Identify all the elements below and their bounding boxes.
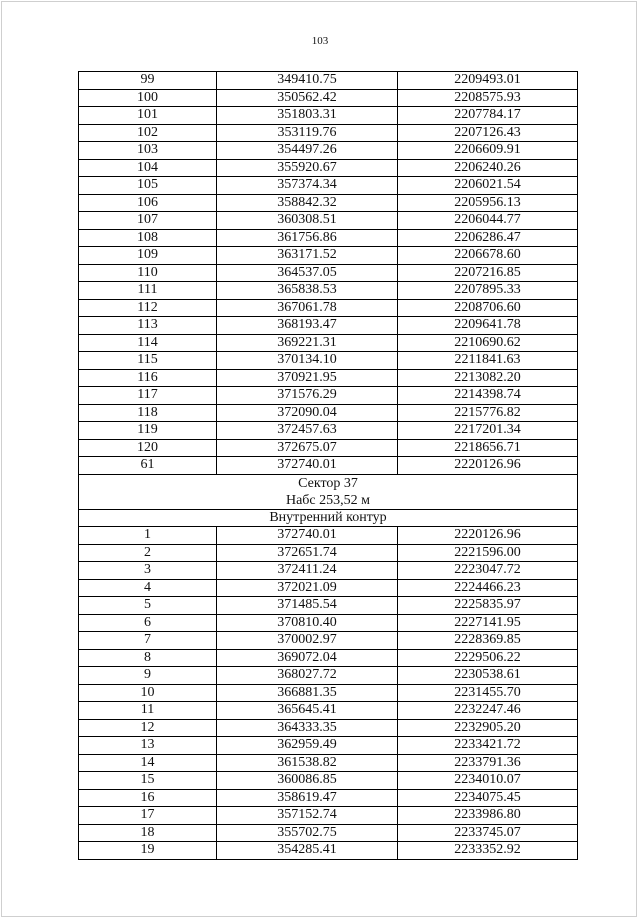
point-number-cell: 11 [79,702,217,720]
y-coordinate-cell: 2232905.20 [398,719,578,737]
x-coordinate-cell: 370002.97 [217,632,398,650]
y-coordinate-cell: 2223047.72 [398,562,578,580]
y-coordinate-cell: 2206678.60 [398,247,578,265]
point-number-cell: 61 [79,457,217,475]
table-row [79,212,578,230]
x-coordinate-cell: 357152.74 [217,807,398,825]
point-number-cell: 4 [79,579,217,597]
y-coordinate-cell: 2224466.23 [398,579,578,597]
y-coordinate-cell: 2208706.60 [398,299,578,317]
x-coordinate-cell: 369221.31 [217,334,398,352]
contour-header-row [79,509,578,527]
x-coordinate-cell: 351803.31 [217,107,398,125]
y-coordinate-cell: 2213082.20 [398,369,578,387]
point-number-cell: 108 [79,229,217,247]
x-coordinate-cell: 366881.35 [217,684,398,702]
table-row [79,317,578,335]
x-coordinate-cell: 372675.07 [217,439,398,457]
table-row [79,404,578,422]
section-subtitle: Набс 253,52 м [285,492,371,508]
table-row [79,842,578,860]
x-coordinate-cell: 364333.35 [217,719,398,737]
y-coordinate-cell: 2209641.78 [398,317,578,335]
point-number-cell: 19 [79,842,217,860]
point-number-cell: 100 [79,89,217,107]
table-row [79,772,578,790]
point-number-cell: 106 [79,194,217,212]
point-number-cell: 17 [79,807,217,825]
y-coordinate-cell: 2207895.33 [398,282,578,300]
y-coordinate-cell: 2230538.61 [398,667,578,685]
point-number-cell: 107 [79,212,217,230]
point-number-cell: 116 [79,369,217,387]
x-coordinate-cell: 364537.05 [217,264,398,282]
x-coordinate-cell: 365645.41 [217,702,398,720]
table-row [79,422,578,440]
y-coordinate-cell: 2206286.47 [398,229,578,247]
table-row [79,684,578,702]
point-number-cell: 115 [79,352,217,370]
y-coordinate-cell: 2232247.46 [398,702,578,720]
point-number-cell: 15 [79,772,217,790]
x-coordinate-cell: 367061.78 [217,299,398,317]
table-row [79,544,578,562]
point-number-cell: 9 [79,667,217,685]
contour-label: Внутренний контур [79,509,578,527]
point-number-cell: 105 [79,177,217,195]
x-coordinate-cell: 361756.86 [217,229,398,247]
x-coordinate-cell: 365838.53 [217,282,398,300]
table-row [79,457,578,475]
table-row [79,824,578,842]
table-row [79,264,578,282]
y-coordinate-cell: 2233421.72 [398,737,578,755]
y-coordinate-cell: 2233986.80 [398,807,578,825]
point-number-cell: 104 [79,159,217,177]
x-coordinate-cell: 355920.67 [217,159,398,177]
coordinates-table [78,71,578,860]
point-number-cell: 103 [79,142,217,160]
table-row [79,334,578,352]
point-number-cell: 1 [79,527,217,545]
table-row [79,702,578,720]
y-coordinate-cell: 2233352.92 [398,842,578,860]
table-body-bottom [79,527,578,860]
point-number-cell: 112 [79,299,217,317]
table-row [79,737,578,755]
x-coordinate-cell: 358842.32 [217,194,398,212]
x-coordinate-cell: 349410.75 [217,72,398,90]
x-coordinate-cell: 372740.01 [217,527,398,545]
y-coordinate-cell: 2211841.63 [398,352,578,370]
y-coordinate-cell: 2209493.01 [398,72,578,90]
table-row [79,579,578,597]
x-coordinate-cell: 355702.75 [217,824,398,842]
table-row [79,194,578,212]
table-row [79,754,578,772]
y-coordinate-cell: 2210690.62 [398,334,578,352]
y-coordinate-cell: 2225835.97 [398,597,578,615]
section-header-cell [79,474,578,509]
x-coordinate-cell: 371576.29 [217,387,398,405]
y-coordinate-cell: 2208575.93 [398,89,578,107]
table-row [79,387,578,405]
point-number-cell: 18 [79,824,217,842]
point-number-cell: 99 [79,72,217,90]
page-number: 103 [311,35,329,47]
table-row [79,159,578,177]
point-number-cell: 110 [79,264,217,282]
point-number-cell: 14 [79,754,217,772]
y-coordinate-cell: 2233791.36 [398,754,578,772]
x-coordinate-cell: 354497.26 [217,142,398,160]
y-coordinate-cell: 2207216.85 [398,264,578,282]
x-coordinate-cell: 372021.09 [217,579,398,597]
y-coordinate-cell: 2206021.54 [398,177,578,195]
point-number-cell: 2 [79,544,217,562]
point-number-cell: 8 [79,649,217,667]
x-coordinate-cell: 369072.04 [217,649,398,667]
y-coordinate-cell: 2231455.70 [398,684,578,702]
table-row [79,369,578,387]
table-row [79,789,578,807]
y-coordinate-cell: 2220126.96 [398,527,578,545]
table-row [79,72,578,90]
point-number-cell: 102 [79,124,217,142]
x-coordinate-cell: 360086.85 [217,772,398,790]
table-row [79,352,578,370]
x-coordinate-cell: 370134.10 [217,352,398,370]
point-number-cell: 12 [79,719,217,737]
y-coordinate-cell: 2220126.96 [398,457,578,475]
point-number-cell: 13 [79,737,217,755]
x-coordinate-cell: 362959.49 [217,737,398,755]
x-coordinate-cell: 354285.41 [217,842,398,860]
point-number-cell: 6 [79,614,217,632]
point-number-cell: 113 [79,317,217,335]
point-number-cell: 118 [79,404,217,422]
y-coordinate-cell: 2206609.91 [398,142,578,160]
x-coordinate-cell: 372090.04 [217,404,398,422]
x-coordinate-cell: 361538.82 [217,754,398,772]
table-row [79,177,578,195]
y-coordinate-cell: 2229506.22 [398,649,578,667]
y-coordinate-cell: 2207784.17 [398,107,578,125]
x-coordinate-cell: 368193.47 [217,317,398,335]
table-row [79,89,578,107]
point-number-cell: 117 [79,387,217,405]
y-coordinate-cell: 2234075.45 [398,789,578,807]
x-coordinate-cell: 371485.54 [217,597,398,615]
point-number-cell: 5 [79,597,217,615]
x-coordinate-cell: 370921.95 [217,369,398,387]
table-row [79,247,578,265]
x-coordinate-cell: 360308.51 [217,212,398,230]
table-row [79,719,578,737]
y-coordinate-cell: 2234010.07 [398,772,578,790]
table-row [79,107,578,125]
point-number-cell: 3 [79,562,217,580]
x-coordinate-cell: 368027.72 [217,667,398,685]
x-coordinate-cell: 363171.52 [217,247,398,265]
y-coordinate-cell: 2207126.43 [398,124,578,142]
table-row [79,282,578,300]
table-row [79,614,578,632]
table-section-header [79,474,578,527]
x-coordinate-cell: 372457.63 [217,422,398,440]
point-number-cell: 109 [79,247,217,265]
table-row [79,229,578,247]
y-coordinate-cell: 2205956.13 [398,194,578,212]
section-header-row [79,474,578,509]
section-title: Сектор 37 [298,475,358,491]
x-coordinate-cell: 358619.47 [217,789,398,807]
y-coordinate-cell: 2221596.00 [398,544,578,562]
table-row [79,807,578,825]
y-coordinate-cell: 2218656.71 [398,439,578,457]
point-number-cell: 119 [79,422,217,440]
table-row [79,142,578,160]
y-coordinate-cell: 2217201.34 [398,422,578,440]
y-coordinate-cell: 2206044.77 [398,212,578,230]
x-coordinate-cell: 357374.34 [217,177,398,195]
table-row [79,562,578,580]
x-coordinate-cell: 370810.40 [217,614,398,632]
point-number-cell: 16 [79,789,217,807]
table-row [79,439,578,457]
y-coordinate-cell: 2214398.74 [398,387,578,405]
x-coordinate-cell: 372411.24 [217,562,398,580]
point-number-cell: 120 [79,439,217,457]
point-number-cell: 114 [79,334,217,352]
point-number-cell: 10 [79,684,217,702]
table-row [79,632,578,650]
table-row [79,299,578,317]
y-coordinate-cell: 2206240.26 [398,159,578,177]
table-row [79,667,578,685]
point-number-cell: 111 [79,282,217,300]
table-row [79,124,578,142]
y-coordinate-cell: 2227141.95 [398,614,578,632]
x-coordinate-cell: 353119.76 [217,124,398,142]
table-body-top [79,72,578,475]
x-coordinate-cell: 372651.74 [217,544,398,562]
x-coordinate-cell: 350562.42 [217,89,398,107]
table-row [79,649,578,667]
y-coordinate-cell: 2228369.85 [398,632,578,650]
table-row [79,527,578,545]
point-number-cell: 101 [79,107,217,125]
y-coordinate-cell: 2233745.07 [398,824,578,842]
point-number-cell: 7 [79,632,217,650]
x-coordinate-cell: 372740.01 [217,457,398,475]
y-coordinate-cell: 2215776.82 [398,404,578,422]
table-row [79,597,578,615]
